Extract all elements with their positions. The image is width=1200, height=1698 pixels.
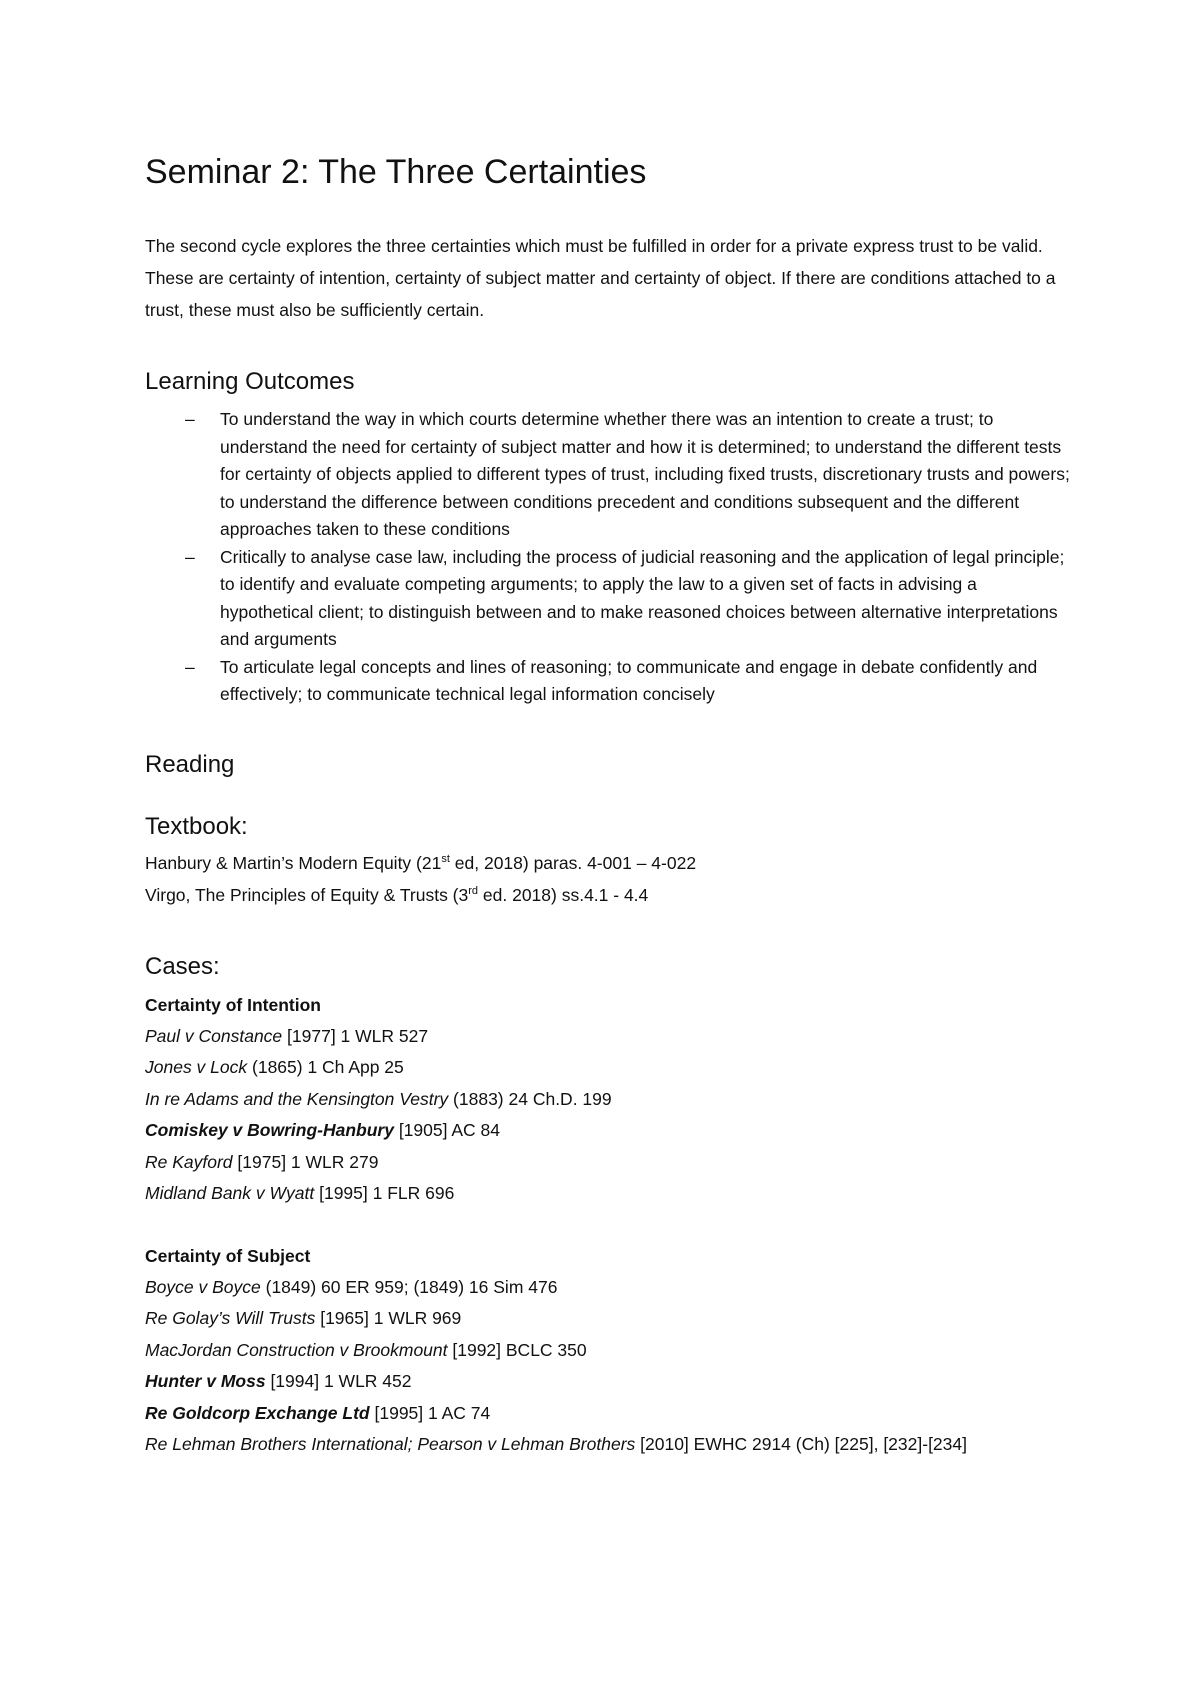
case-item	[145, 1052, 1075, 1084]
case-name: MacJordan Construction v Brookmount	[145, 1339, 448, 1360]
textbook-text: Hanbury & Martin’s Modern Equity (21	[145, 852, 442, 873]
textbook-heading: Textbook:	[145, 812, 248, 840]
case-name: Re Kayford	[145, 1151, 233, 1172]
outcome-text: To understand the way in which courts determine whether there was an intention to create a trust; to understand the need for certainty of subject matter and how it is determined; to understand the different tests for certainty of objects applied to different types of trust, including fixed trusts, discretionary trusts and powers; to understand the difference between conditions precedent and conditions subsequent and the different approaches taken to these conditions	[220, 409, 1070, 539]
case-group-title: Certainty of Subject	[145, 1245, 311, 1266]
case-name: Hunter v Moss	[145, 1371, 266, 1391]
outcome-text: To articulate legal concepts and lines of reasoning; to communicate and engage in debate confidently and effectively; to communicate technical legal information concisely	[220, 656, 1038, 704]
case-item	[145, 1335, 1075, 1367]
case-citation: [1977] 1 WLR 527	[282, 1025, 429, 1046]
case-item	[145, 1147, 1075, 1179]
case-item	[145, 1366, 1075, 1398]
textbook-line	[145, 879, 1075, 911]
case-item	[145, 1178, 1075, 1210]
case-group-title: Certainty of Intention	[145, 994, 321, 1015]
case-citation: [1994] 1 WLR 452	[265, 1371, 412, 1391]
dash-bullet: –	[185, 409, 195, 429]
case-citation: [1992] BCLC 350	[447, 1339, 587, 1360]
textbook-text: ed. 2018) ss.4.1 - 4.4	[478, 884, 649, 905]
reading-heading: Reading	[145, 750, 235, 778]
case-name: Paul v Constance	[145, 1025, 283, 1046]
learning-outcomes-list	[145, 406, 1075, 709]
list-item	[145, 654, 1075, 709]
learning-outcomes-heading: Learning Outcomes	[145, 368, 355, 395]
textbook-list	[145, 847, 1075, 911]
ordinal-suffix: st	[441, 852, 450, 865]
case-item	[145, 1429, 1075, 1461]
case-name: Comiskey v Bowring-Hanbury	[145, 1120, 394, 1140]
case-citation: [1995] 1 AC 74	[369, 1402, 491, 1423]
case-citation: [1965] 1 WLR 969	[315, 1308, 462, 1328]
case-name: Re Golay’s Will Trusts	[145, 1308, 316, 1328]
list-item	[145, 544, 1075, 654]
document-content	[145, 150, 1075, 1461]
case-citation: (1883) 24 Ch.D. 199	[448, 1088, 612, 1109]
case-citation: [2010] EWHC 2914 (Ch) [225], [232]-[234]	[635, 1434, 967, 1454]
dash-bullet: –	[185, 656, 195, 677]
case-citation: [1905] AC 84	[393, 1120, 501, 1140]
case-list-intention	[145, 1021, 1075, 1210]
dash-bullet: –	[185, 546, 195, 567]
textbook-line	[145, 847, 1075, 879]
textbook-text: Virgo, The Principles of Equity & Trusts (3	[145, 884, 469, 905]
case-item	[145, 1084, 1075, 1116]
case-name: Boyce v Boyce	[145, 1276, 261, 1297]
ordinal-suffix: rd	[468, 884, 479, 897]
case-citation: [1995] 1 FLR 696	[314, 1183, 455, 1203]
case-item	[145, 1398, 1075, 1430]
case-list-subject	[145, 1272, 1075, 1461]
case-citation: (1865) 1 Ch App 25	[247, 1057, 404, 1077]
case-citation: [1975] 1 WLR 279	[232, 1151, 379, 1172]
case-item	[145, 1021, 1075, 1053]
case-name: Re Lehman Brothers International; Pearson v Lehman Brothers	[145, 1434, 636, 1454]
case-name: Midland Bank v Wyatt	[145, 1183, 315, 1203]
case-name: Re Goldcorp Exchange Ltd	[145, 1402, 370, 1423]
outcome-text: Critically to analyse case law, including the process of judicial reasoning and the application of legal principle; to identify and evaluate competing arguments; to apply the law to a given set of facts in advising a hypothetical client; to distinguish between and to make reasoned choices between alternative interpretations and arguments	[220, 546, 1065, 649]
case-item	[145, 1115, 1075, 1147]
list-item	[145, 406, 1075, 544]
cases-heading: Cases:	[145, 952, 220, 980]
case-citation: (1849) 60 ER 959; (1849) 16 Sim 476	[260, 1276, 558, 1297]
case-item	[145, 1272, 1075, 1304]
case-name: In re Adams and the Kensington Vestry	[145, 1088, 449, 1109]
intro-paragraph: The second cycle explores the three certainties which must be fulfilled in order for a private express trust to be valid. These are certainty of intention, certainty of subject matter and certainty of object. If there are conditions attached to a trust, these must also be sufficiently certain.	[145, 236, 1056, 320]
page-title: Seminar 2: The Three Certainties	[145, 153, 647, 191]
textbook-text: ed, 2018) paras. 4-001 – 4-022	[449, 852, 697, 873]
case-item	[145, 1303, 1075, 1335]
case-name: Jones v Lock	[145, 1057, 248, 1077]
